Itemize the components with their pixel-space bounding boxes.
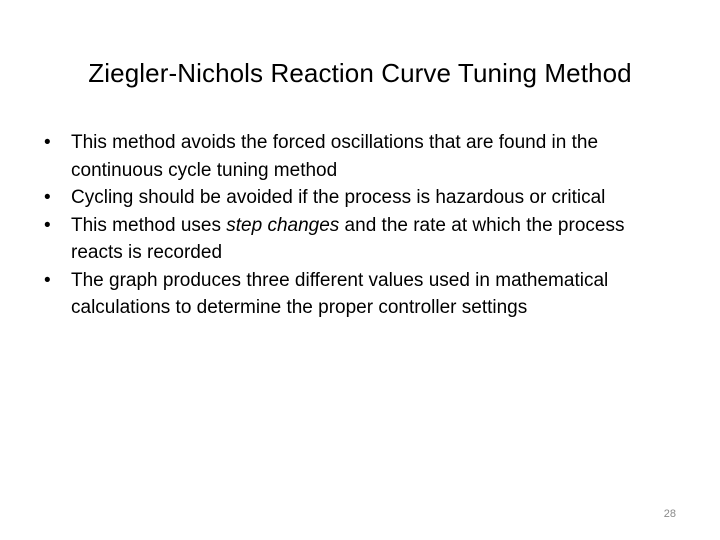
bullet-text [71,215,624,264]
bullet-text-start: This method uses [71,214,227,236]
bullet-marker: • [44,132,51,153]
bullet-text: Cycling should be avoided if the process is hazardous or critical [71,187,606,208]
bullet-item [44,129,664,184]
bullet-list [44,129,664,322]
bullet-item [44,267,664,322]
bullet-text: This method avoids the forced oscillations that are found in the continuous cycle tuning method [71,132,599,181]
bullet-marker: • [44,269,51,291]
slide-title: Ziegler-Nichols Reaction Curve Tuning Method [88,58,632,88]
bullet-text-end: and the rate at which the process reacts is recorded [71,214,625,263]
bullet-item [44,184,664,212]
bullet-marker: • [44,187,51,208]
bullet-text: The graph produces three different values used in mathematical calculations to determine the proper controller settings [71,269,609,318]
bullet-marker: • [44,214,51,236]
bullet-item [44,212,664,267]
bullet-emphasis: step changes [226,214,340,236]
page-number: 28 [663,508,676,520]
